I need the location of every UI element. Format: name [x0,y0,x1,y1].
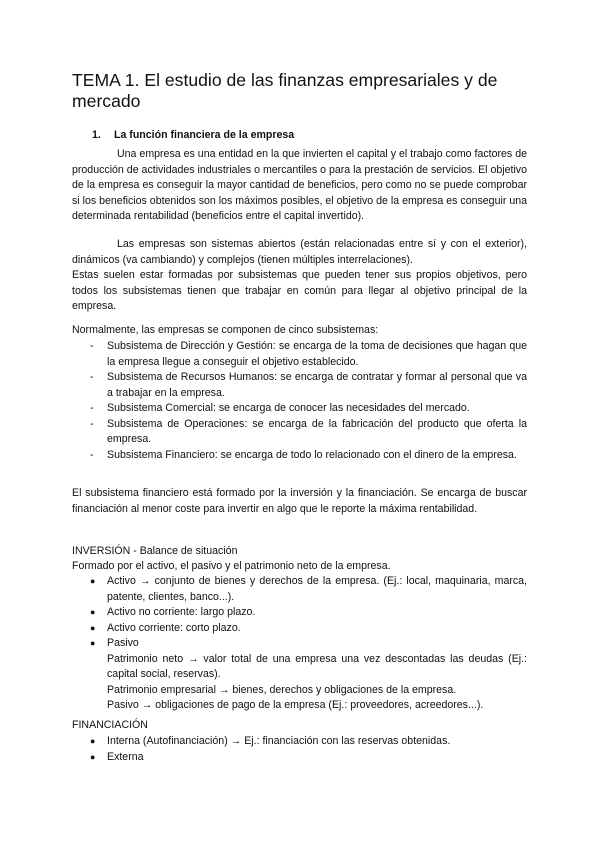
section-label: La función financiera de la empresa [114,129,295,141]
list-item: ● Activo corriente: corto plazo. [107,621,527,637]
bullet-marker: ● [90,576,96,586]
inversion-intro: Formado por el activo, el pasivo y el patrimonio neto de la empresa. [72,560,391,572]
pasivo-sub-item: Patrimonio empresarial → bienes, derechos y obligaciones de la empresa. [107,683,457,696]
inversion-list [90,574,527,714]
paragraph-five-subsystems: Normalmente, las empresas se componen de cinco subsistemas: [72,324,379,336]
list-item: ● Interna (Autofinanciación) → Ej.: financiación con las reservas obtenidas. [107,734,527,750]
paragraph-subsystems: Estas suelen estar formadas por subsistemas que pueden tener sus propios objetivos, pero todos los subsistemas tienen que trabajar en común para llegar al objetivo principal de la empresa. [72,269,527,312]
dash-marker: - [90,340,94,352]
list-item: ● Externa [107,750,527,766]
bullet-marker: ● [90,607,96,617]
subsystems-list [90,339,527,463]
bullet-marker: ● [90,751,96,762]
inversion-heading: INVERSIÓN - Balance de situación [72,545,238,557]
section-heading [92,129,294,141]
list-item: - Subsistema de Recursos Humanos: se encarga de contratar y formar al personal que va a trabajar en la empresa. [90,371,527,399]
paragraph-definition: Una empresa es una entidad en la que invierten el capital y el trabajo como factores de producción de actividades industriales o mercantiles o para la prestación de servicios. El objetivo de la empresa es conseguir la mayor cantidad de beneficios, pero como no se puede comprobar si los beneficios obtenidos son los máximos posibles, el objetivo de la empresa es conseguir una determinada rentabilidad (beneficios entre el capital invertido). [72,148,527,222]
bullet-marker: ● [90,736,96,746]
financiacion-list [90,734,527,765]
title-line-1: TEMA 1. El estudio de las finanzas empresariales y de [72,70,498,90]
dash-marker: - [90,402,94,414]
pasivo-sub-item: Pasivo → obligaciones de pago de la empresa (Ej.: proveedores, acreedores...). [107,699,484,711]
paragraph-open-systems: Las empresas son sistemas abiertos (están relacionadas entre sí y con el exterior), dinámicos (va cambiando) y complejos (tienen múltiples interrelaciones). [72,238,527,266]
document-title [72,70,527,112]
bullet-marker: ● [90,638,96,648]
list-item: ● Activo → conjunto de bienes y derechos de la empresa. (Ej.: local, maquinaria, marca, patente, clientes, banco...). [90,575,527,603]
list-item: - Subsistema Comercial: se encarga de conocer las necesidades del mercado. [107,401,527,417]
pasivo-sub-item: Patrimonio neto → valor total de una empresa una vez descontadas las deudas (Ej.: capital social, reservas). [107,652,527,680]
paragraph-financial-subsystem: El subsistema financiero está formado por la inversión y la financiación. Se encarga de buscar financiación al menor coste para invertir en algo que le reporte la máxima rentabilidad. [72,487,527,515]
list-item: ● Activo no corriente: largo plazo. [107,605,527,621]
list-item: - Subsistema Financiero: se encarga de todo lo relacionado con el dinero de la empresa. [107,448,527,464]
dash-marker: - [90,417,94,430]
bullet-marker: ● [90,622,96,633]
title-line-2: mercado [72,91,141,111]
dash-marker: - [90,371,94,383]
dash-marker: - [90,448,94,461]
section-number: 1. [92,129,101,141]
list-item: - Subsistema de Operaciones: se encarga de la fabricación del producto que oferta la empresa. [90,417,527,445]
list-item: ● Pasivo Patrimonio neto → valor total de una empresa una vez descontadas las deudas (Ej.: capital social, reservas). Patrimonio empresarial → bienes, derechos y obligaciones de la empresa. Pasivo → obligaciones de pago de la empresa (Ej.: proveedores, acreedores...). [107,636,527,714]
financiacion-heading: FINANCIACIÓN [72,719,148,731]
list-item: - Subsistema de Dirección y Gestión: se encarga de la toma de decisiones que hagan que la empresa llegue a conseguir el objetivo establecido. [90,340,527,368]
